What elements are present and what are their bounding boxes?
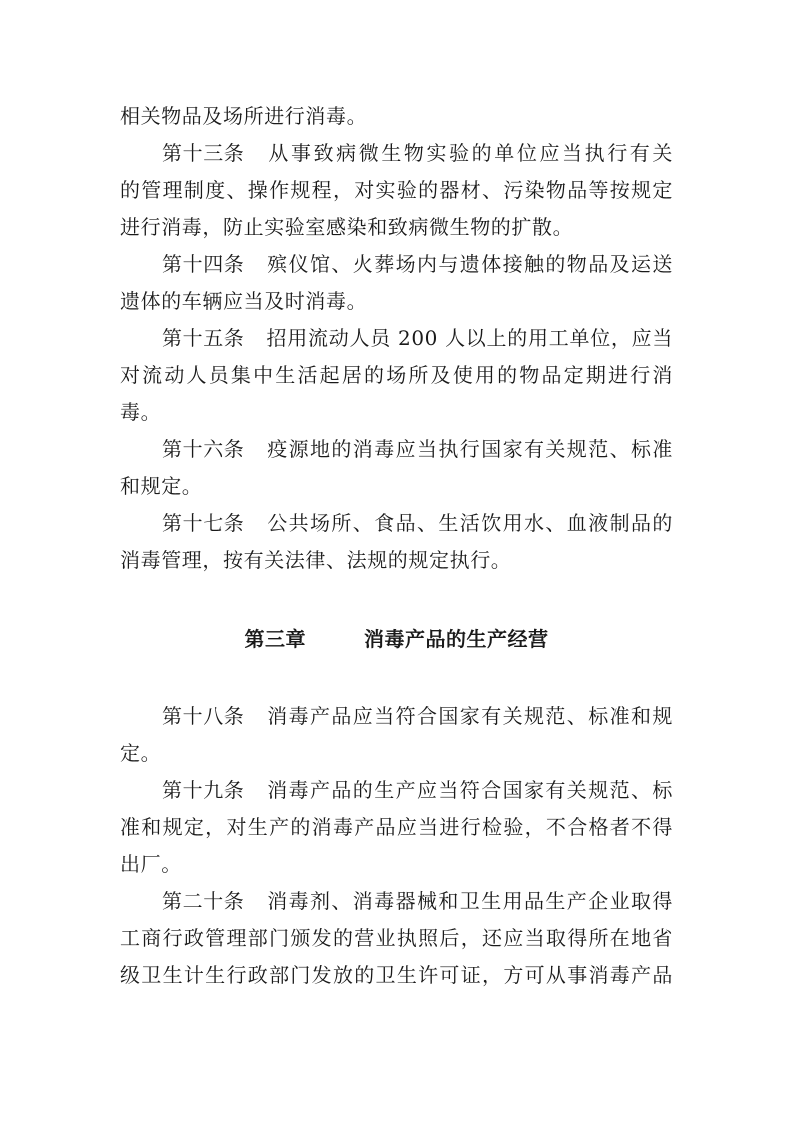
chapter-three-body	[120, 698, 673, 994]
paragraph-line: 工商行政管理部门颁发的营业执照后，还应当取得所在地省	[120, 926, 673, 950]
article-15-label: 第十五条	[162, 326, 245, 350]
article-14-first-line	[120, 246, 673, 283]
article-19-label: 第十九条	[162, 778, 245, 802]
article-15-text: 招用流动人员 200 人以上的用工单位，应当	[266, 326, 673, 350]
article-20-text: 消毒剂、消毒器械和卫生用品生产企业取得	[266, 889, 673, 913]
article-17-text: 公共场所、食品、生活饮用水、血液制品的	[266, 511, 673, 535]
article-20-label: 第二十条	[162, 889, 245, 913]
article-14-label: 第十四条	[162, 252, 245, 276]
paragraph-line: 对流动人员集中生活起居的场所及使用的物品定期进行消	[120, 363, 673, 387]
article-18-label: 第十八条	[162, 704, 245, 728]
article-16-text: 疫源地的消毒应当执行国家有关规范、标准	[266, 437, 673, 461]
article-19-first-line	[120, 772, 673, 809]
paragraph-line: 消毒管理，按有关法律、法规的规定执行。	[120, 548, 512, 572]
article-14-text: 殡仪馆、火葬场内与遗体接触的物品及运送	[266, 252, 673, 276]
paragraph-line: 准和规定，对生产的消毒产品应当进行检验，不合格者不得	[120, 815, 673, 839]
article-17-label: 第十七条	[162, 511, 245, 535]
article-16-label: 第十六条	[162, 437, 245, 461]
article-13-label: 第十三条	[162, 141, 245, 165]
paragraph-line: 进行消毒，防止实验室感染和致病微生物的扩散。	[120, 215, 574, 239]
article-15-first-line	[120, 320, 673, 357]
paragraph-line: 出厂。	[120, 852, 182, 876]
article-13-first-line	[120, 135, 673, 172]
paragraph-line: 定。	[120, 741, 162, 765]
paragraph-line: 级卫生计生行政部门发放的卫生许可证，方可从事消毒产品	[120, 963, 673, 987]
chapter-number: 第三章	[244, 627, 306, 651]
paragraph-line: 和规定。	[120, 474, 203, 498]
chapter-two-continuation	[120, 98, 673, 579]
article-20-first-line	[120, 883, 673, 920]
paragraph-line: 的管理制度、操作规程，对实验的器材、污染物品等按规定	[120, 178, 673, 202]
paragraph-line: 相关物品及场所进行消毒。	[120, 104, 368, 128]
paragraph-line: 毒。	[120, 400, 162, 424]
article-13-text: 从事致病微生物实验的单位应当执行有关	[266, 141, 673, 165]
chapter-title: 消毒产品的生产经营	[364, 627, 549, 651]
article-18-first-line	[120, 698, 673, 735]
article-17-first-line	[120, 505, 673, 542]
article-18-text: 消毒产品应当符合国家有关规范、标准和规	[266, 704, 673, 728]
chapter-heading	[0, 621, 793, 658]
article-19-text: 消毒产品的生产应当符合国家有关规范、标	[266, 778, 673, 802]
paragraph-line: 遗体的车辆应当及时消毒。	[120, 289, 368, 313]
article-16-first-line	[120, 431, 673, 468]
